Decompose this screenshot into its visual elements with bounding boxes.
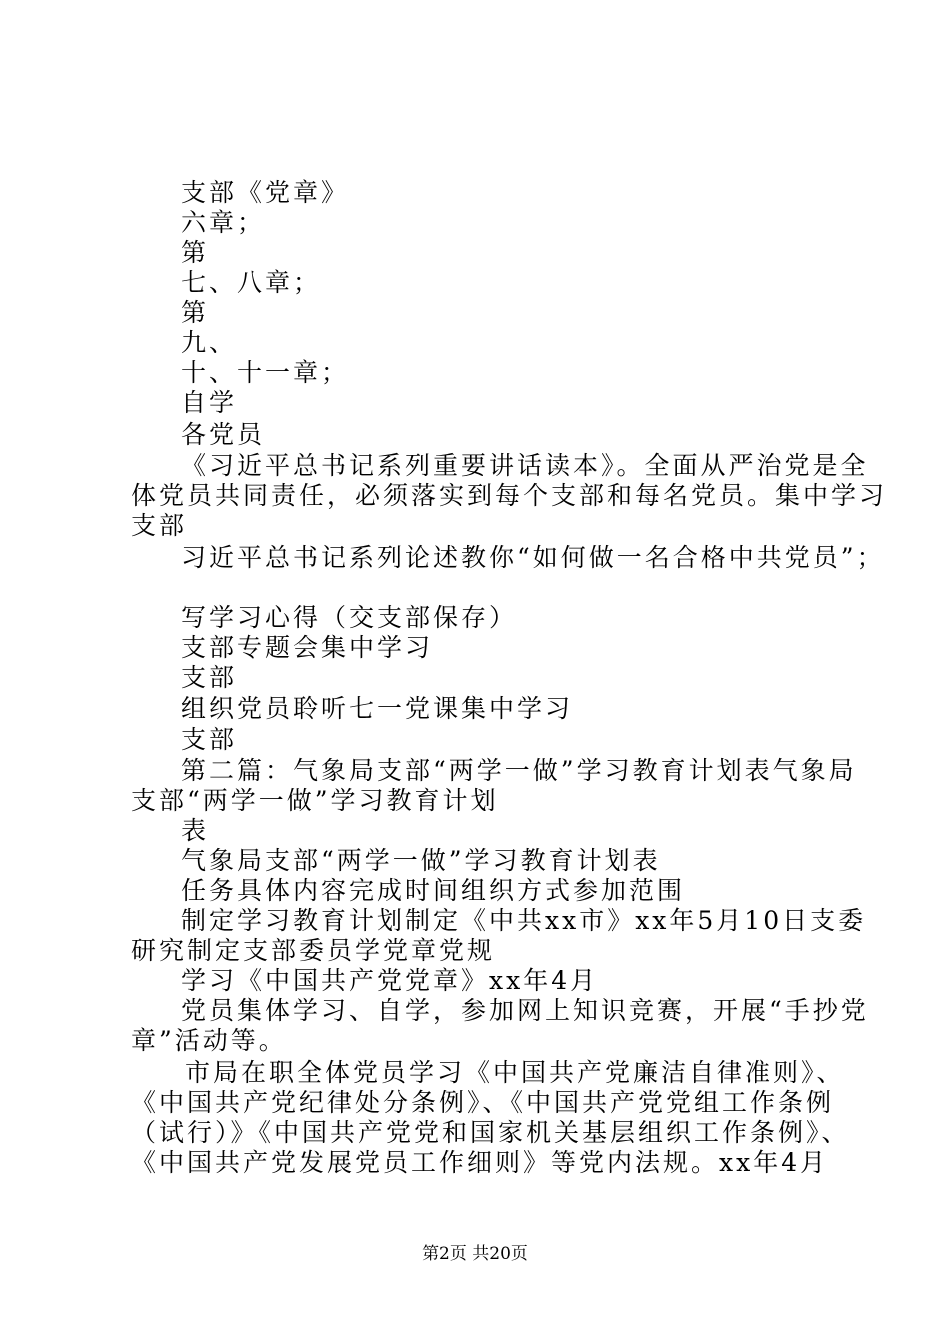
text-line: 习近平总书记系列论述教你“如何做一名合格中共党员”； (181, 543, 885, 572)
text-line: 《习近平总书记系列重要讲话读本》。全面从严治党是全 (181, 451, 869, 480)
text-line: 写学习心得（交支部保存） (181, 603, 518, 632)
text-line: 表 (181, 816, 210, 845)
text-line: 任务具体内容完成时间组织方式参加范围 (181, 876, 686, 905)
text-line: 支部 (181, 725, 238, 754)
text-line: 市局在职全体党员学习《中国共产党廉洁自律准则》、 (185, 1058, 845, 1087)
text-line: 第二篇：气象局支部“两学一做”学习教育计划表气象局 (181, 756, 857, 785)
text-line: 制定学习教育计划制定《中共xx市》xx年5月10日支委 (181, 906, 867, 935)
text-line: 气象局支部“两学一做”学习教育计划表 (181, 846, 661, 875)
text-line: 体党员共同责任，必须落实到每个支部和每名党员。集中学习 (131, 481, 888, 510)
text-line: 第 (181, 238, 210, 267)
text-line: 党员集体学习、自学，参加网上知识竞赛，开展“手抄党 (181, 996, 869, 1025)
text-line: （试行）》《中国共产党党和国家机关基层组织工作条例》、 (131, 1118, 850, 1147)
text-line: 支部《党章》 (181, 178, 350, 207)
text-line: 研究制定支部委员学党章党规 (131, 936, 496, 965)
text-line: 第 (181, 298, 210, 327)
text-line: 章”活动等。 (131, 1026, 287, 1055)
text-line: 各党员 (181, 420, 266, 449)
text-line: 支部专题会集中学习 (181, 633, 434, 662)
text-line: 七、八章； (181, 268, 322, 297)
text-line: 支部 (131, 511, 188, 540)
text-line: 自学 (181, 388, 238, 417)
text-line: 九、 (181, 328, 238, 357)
text-line: 支部 (181, 663, 238, 692)
text-line: 组织党员聆听七一党课集中学习 (181, 694, 574, 723)
text-line: 学习《中国共产党党章》xx年4月 (181, 966, 599, 995)
text-line: 《中国共产党发展党员工作细则》等党内法规。xx年4月 (131, 1148, 829, 1177)
page-number-footer: 第2页 共20页 (422, 1244, 528, 1264)
text-line: 十、十一章； (181, 358, 350, 387)
text-line: 《中国共产党纪律处分条例》、《中国共产党党组工作条例 (131, 1088, 835, 1117)
text-line: 六章； (181, 208, 266, 237)
text-line: 支部“两学一做”学习教育计划 (131, 786, 499, 815)
